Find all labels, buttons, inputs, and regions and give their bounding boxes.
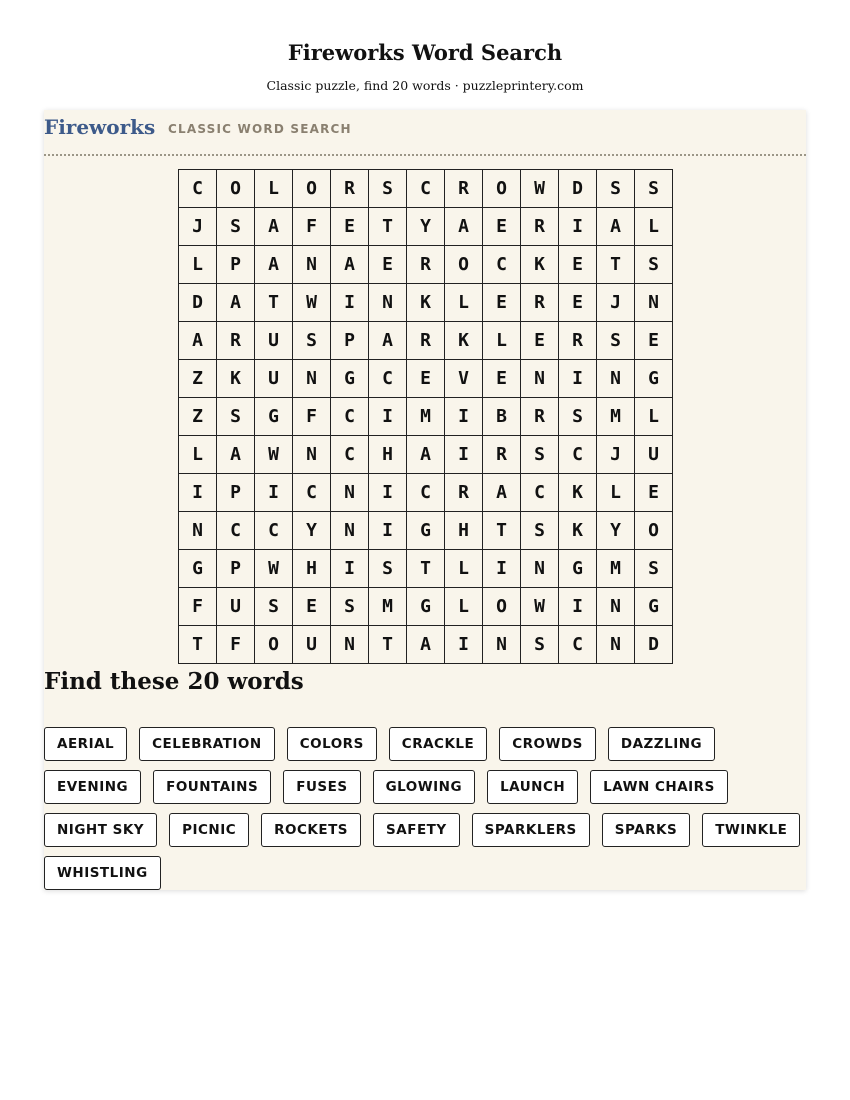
grid-cell[interactable]: L [635,398,673,436]
grid-cell[interactable]: R [483,436,521,474]
word-chip: SPARKS [602,813,690,847]
grid-cell[interactable]: A [407,436,445,474]
page-subtitle: Classic puzzle, find 20 words · puzzleprintery.com [266,78,584,93]
grid-cell[interactable]: N [597,588,635,626]
page-title: Fireworks Word Search [287,40,563,65]
word-chip: TWINKLE [702,813,800,847]
grid-cell[interactable]: I [559,208,597,246]
grid-cell[interactable]: S [217,398,255,436]
grid-cell[interactable]: C [483,246,521,284]
word-list [44,727,806,890]
grid-cell[interactable]: W [521,170,559,208]
grid-cell[interactable]: A [331,246,369,284]
grid-cell[interactable]: N [293,360,331,398]
grid-cell[interactable]: L [179,436,217,474]
word-chip: GLOWING [373,770,475,804]
grid-cell[interactable]: G [559,550,597,588]
grid-cell[interactable]: T [369,626,407,664]
grid-cell[interactable]: S [217,208,255,246]
grid-cell[interactable]: K [559,512,597,550]
grid-cell[interactable]: R [521,284,559,322]
grid-cell[interactable]: L [179,246,217,284]
letter-grid [178,169,673,664]
grid-cell[interactable]: R [331,170,369,208]
grid-cell[interactable]: P [331,322,369,360]
grid-cell[interactable]: I [483,550,521,588]
grid-cell[interactable]: S [635,170,673,208]
grid-cell[interactable]: L [635,208,673,246]
grid-cell[interactable]: A [483,474,521,512]
grid-cell[interactable]: C [559,626,597,664]
grid-cell[interactable]: R [521,398,559,436]
grid-cell[interactable]: L [445,284,483,322]
grid-cell[interactable]: U [217,588,255,626]
grid-cell[interactable]: H [445,512,483,550]
grid-cell[interactable]: A [407,626,445,664]
grid-cell[interactable]: I [445,626,483,664]
grid-cell[interactable]: Z [179,360,217,398]
grid-cell[interactable]: S [521,626,559,664]
grid-cell[interactable]: R [407,246,445,284]
grid-cell[interactable]: O [483,588,521,626]
grid-cell[interactable]: U [293,626,331,664]
grid-cell[interactable]: R [559,322,597,360]
word-chip: EVENING [44,770,141,804]
grid-cell[interactable]: A [255,246,293,284]
grid-cell[interactable]: G [407,512,445,550]
word-chip: CROWDS [499,727,596,761]
puzzle-card [44,110,806,890]
grid-cell[interactable]: Y [597,512,635,550]
grid-cell[interactable]: P [217,246,255,284]
grid-cell[interactable]: N [331,626,369,664]
grid-cell[interactable]: S [369,170,407,208]
grid-cell[interactable]: G [255,398,293,436]
word-chip: SAFETY [373,813,460,847]
grid-cell[interactable]: S [597,322,635,360]
grid-cell[interactable]: N [521,360,559,398]
grid-cell[interactable]: C [369,360,407,398]
word-chip: ROCKETS [261,813,361,847]
grid-cell[interactable]: T [407,550,445,588]
grid-cell[interactable]: U [255,322,293,360]
grid-cell[interactable]: E [483,360,521,398]
grid-cell[interactable]: Y [293,512,331,550]
grid-cell[interactable]: S [559,398,597,436]
grid-cell[interactable]: I [331,550,369,588]
grid-cell[interactable]: I [369,474,407,512]
grid-cell[interactable]: C [293,474,331,512]
grid-cell[interactable]: E [559,284,597,322]
grid-cell[interactable]: C [331,436,369,474]
grid-cell[interactable]: U [255,360,293,398]
grid-cell[interactable]: B [483,398,521,436]
grid-cell[interactable]: J [597,284,635,322]
grid-cell[interactable]: S [255,588,293,626]
grid-cell[interactable]: E [521,322,559,360]
grid-cell[interactable]: I [369,398,407,436]
grid-cell[interactable]: O [483,170,521,208]
grid-cell[interactable]: L [255,170,293,208]
grid-cell[interactable]: N [597,360,635,398]
grid-cell[interactable]: G [635,588,673,626]
grid-cell[interactable]: R [217,322,255,360]
grid-cell[interactable]: E [407,360,445,398]
grid-cell[interactable]: F [293,208,331,246]
grid-cell[interactable]: K [559,474,597,512]
grid-cell[interactable]: K [445,322,483,360]
grid-cell[interactable]: L [445,588,483,626]
grid-cell[interactable]: V [445,360,483,398]
grid-cell[interactable]: I [331,284,369,322]
word-chip: AERIAL [44,727,127,761]
grid-cell[interactable]: I [179,474,217,512]
grid-cell[interactable]: C [521,474,559,512]
grid-cell[interactable]: T [369,208,407,246]
grid-cell[interactable]: W [521,588,559,626]
grid-cell[interactable]: S [331,588,369,626]
grid-cell[interactable]: C [255,512,293,550]
grid-cell[interactable]: N [369,284,407,322]
grid-cell[interactable]: T [483,512,521,550]
grid-cell[interactable]: I [369,512,407,550]
word-chip: DAZZLING [608,727,715,761]
grid-cell[interactable]: I [255,474,293,512]
grid-cell[interactable]: S [635,550,673,588]
grid-cell[interactable]: E [635,322,673,360]
grid-cell[interactable]: M [597,550,635,588]
grid-cell[interactable]: N [179,512,217,550]
grid-cell[interactable]: E [369,246,407,284]
grid-cell[interactable]: C [407,170,445,208]
grid-cell[interactable]: K [521,246,559,284]
grid-cell[interactable]: R [445,170,483,208]
word-chip: CELEBRATION [139,727,275,761]
grid-cell[interactable]: A [445,208,483,246]
grid-cell[interactable]: S [597,170,635,208]
grid-cell[interactable]: O [293,170,331,208]
grid-cell[interactable]: L [445,550,483,588]
grid-cell[interactable]: E [293,588,331,626]
grid-cell[interactable]: K [217,360,255,398]
grid-cell[interactable]: E [559,246,597,284]
grid-cell[interactable]: A [179,322,217,360]
grid-cell[interactable]: A [597,208,635,246]
grid-cell[interactable]: J [179,208,217,246]
grid-cell[interactable]: A [369,322,407,360]
grid-cell[interactable]: N [521,550,559,588]
grid-cell[interactable]: M [407,398,445,436]
grid-cell[interactable]: A [217,284,255,322]
grid-cell[interactable]: D [635,626,673,664]
grid-cell[interactable]: W [255,550,293,588]
grid-cell[interactable]: Z [179,398,217,436]
grid-cell[interactable]: G [635,360,673,398]
grid-cell[interactable]: O [217,170,255,208]
grid-cell[interactable]: J [597,436,635,474]
grid-cell[interactable]: G [407,588,445,626]
grid-cell[interactable]: O [255,626,293,664]
grid-cell[interactable]: D [559,170,597,208]
grid-cell[interactable]: E [331,208,369,246]
grid-cell[interactable]: I [445,398,483,436]
grid-cell[interactable]: C [559,436,597,474]
grid-cell[interactable]: O [445,246,483,284]
grid-cell[interactable]: H [369,436,407,474]
grid-cell[interactable]: R [407,322,445,360]
grid-cell[interactable]: T [597,246,635,284]
grid-cell[interactable]: T [179,626,217,664]
grid-cell[interactable]: C [217,512,255,550]
grid-cell[interactable]: I [559,588,597,626]
word-chip: WHISTLING [44,856,161,890]
words-heading: Find these 20 words [44,668,304,695]
grid-cell[interactable]: A [255,208,293,246]
grid-cell[interactable]: E [635,474,673,512]
word-chip: PICNIC [169,813,249,847]
grid-cell[interactable]: K [407,284,445,322]
grid-cell[interactable]: C [179,170,217,208]
grid-cell[interactable]: U [635,436,673,474]
grid-cell[interactable]: S [635,246,673,284]
grid-cell[interactable]: N [293,246,331,284]
grid-cell[interactable]: N [331,474,369,512]
grid-cell[interactable]: N [331,512,369,550]
grid-cell[interactable]: C [331,398,369,436]
word-chip: FOUNTAINS [153,770,271,804]
word-chip: LAWN CHAIRS [590,770,728,804]
grid-cell[interactable]: S [521,436,559,474]
grid-cell[interactable]: C [407,474,445,512]
grid-cell[interactable]: F [179,588,217,626]
grid-cell[interactable]: M [369,588,407,626]
grid-cell[interactable]: W [293,284,331,322]
grid-cell[interactable]: F [293,398,331,436]
grid-cell[interactable]: D [179,284,217,322]
word-chip: NIGHT SKY [44,813,157,847]
grid-cell[interactable]: O [635,512,673,550]
grid-cell[interactable]: N [597,626,635,664]
grid-cell[interactable]: N [635,284,673,322]
grid-cell[interactable]: N [293,436,331,474]
grid-cell[interactable]: M [597,398,635,436]
card-header [44,110,806,156]
grid-cell[interactable]: R [521,208,559,246]
word-chip: CRACKLE [389,727,487,761]
grid-cell[interactable]: S [293,322,331,360]
grid-cell[interactable]: E [483,284,521,322]
grid-cell[interactable]: L [483,322,521,360]
grid-cell[interactable]: W [255,436,293,474]
grid-cell[interactable]: H [293,550,331,588]
grid-cell[interactable]: G [179,550,217,588]
grid-cell[interactable]: S [521,512,559,550]
grid-cell[interactable]: I [559,360,597,398]
brand-title: Fireworks [44,115,156,139]
grid-cell[interactable]: S [369,550,407,588]
grid-cell[interactable]: F [217,626,255,664]
grid-cell[interactable]: P [217,550,255,588]
grid-cell[interactable]: N [483,626,521,664]
word-chip: SPARKLERS [472,813,590,847]
puzzle-tagline: CLASSIC WORD SEARCH [168,122,352,136]
word-chip: LAUNCH [487,770,578,804]
grid-cell[interactable]: T [255,284,293,322]
grid-cell[interactable]: I [445,436,483,474]
grid-cell[interactable]: R [445,474,483,512]
grid-cell[interactable]: G [331,360,369,398]
grid-cell[interactable]: E [483,208,521,246]
grid-cell[interactable]: P [217,474,255,512]
word-chip: FUSES [283,770,360,804]
word-chip: COLORS [287,727,377,761]
grid-cell[interactable]: A [217,436,255,474]
grid-cell[interactable]: Y [407,208,445,246]
grid-cell[interactable]: L [597,474,635,512]
